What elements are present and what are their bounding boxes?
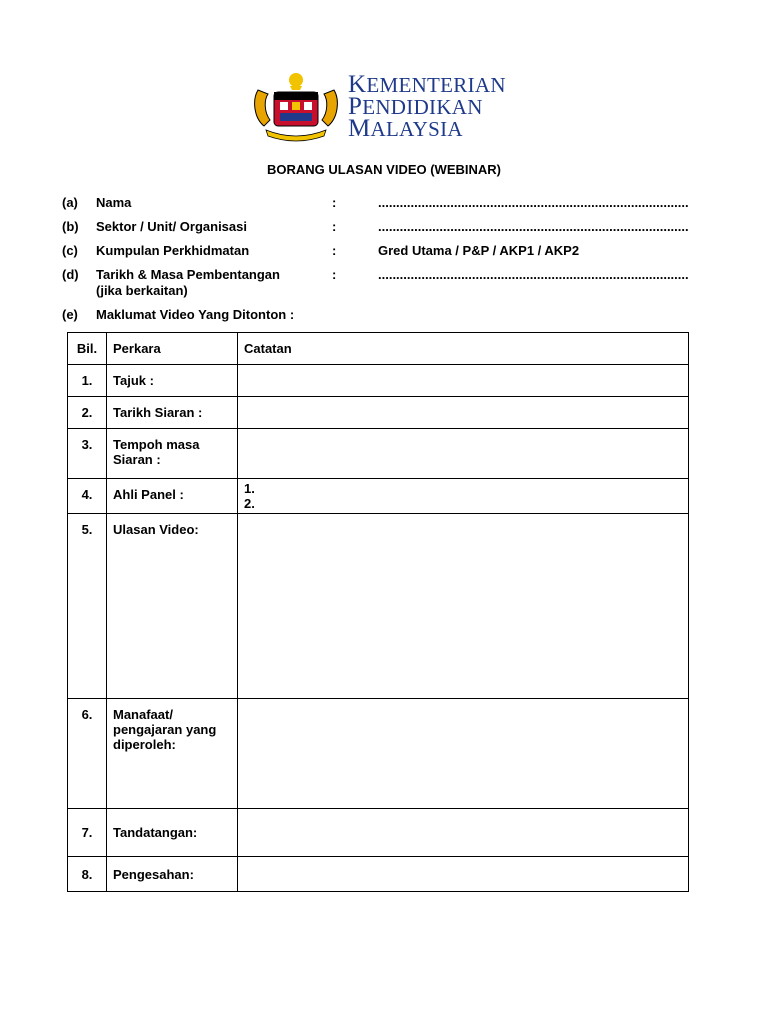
row-bil: 4. bbox=[68, 479, 107, 514]
malaysia-crest-logo bbox=[250, 70, 342, 142]
row-bil: 3. bbox=[68, 429, 107, 479]
field-label: (d) bbox=[62, 267, 79, 282]
table-row bbox=[68, 479, 689, 514]
row-catatan-cell[interactable] bbox=[238, 699, 689, 809]
table-row bbox=[68, 809, 689, 857]
field-label: (e) bbox=[62, 307, 78, 322]
nama-input-line[interactable]: ...................................................................................... bbox=[378, 195, 689, 210]
verification-cell[interactable] bbox=[238, 857, 689, 892]
field-row-nama bbox=[62, 195, 712, 219]
table-header-row bbox=[68, 333, 689, 365]
table-row bbox=[68, 429, 689, 479]
row-bil: 7. bbox=[68, 809, 107, 857]
field-name: Sektor / Unit/ Organisasi bbox=[96, 219, 247, 234]
field-label: (c) bbox=[62, 243, 78, 258]
row-perkara: Pengesahan: bbox=[107, 857, 238, 892]
kumpulan-options[interactable]: Gred Utama / P&P / AKP1 / AKP2 bbox=[378, 243, 580, 258]
header-bil: Bil. bbox=[68, 333, 107, 365]
table-row bbox=[68, 397, 689, 429]
row-bil: 1. bbox=[68, 365, 107, 397]
field-name: Maklumat Video Yang Ditonton : bbox=[96, 307, 295, 322]
table-row bbox=[68, 514, 689, 699]
field-colon: : bbox=[332, 267, 337, 282]
tarikh-input-line[interactable]: ...................................................................................... bbox=[378, 267, 689, 282]
row-perkara: Tempoh masa Siaran : bbox=[107, 429, 238, 479]
sektor-input-line[interactable]: ...................................................................................... bbox=[378, 219, 689, 234]
table-row bbox=[68, 365, 689, 397]
row-perkara: Tarikh Siaran : bbox=[107, 397, 238, 429]
row-perkara: Ulasan Video: bbox=[107, 514, 238, 699]
field-name: Nama bbox=[96, 195, 132, 210]
row-catatan-cell[interactable] bbox=[238, 514, 689, 699]
row-bil: 2. bbox=[68, 397, 107, 429]
field-colon: : bbox=[332, 243, 337, 258]
row-catatan-cell[interactable]: 1. 2. bbox=[238, 479, 689, 514]
row-bil: 8. bbox=[68, 857, 107, 892]
field-row-maklumat bbox=[62, 307, 712, 331]
row-catatan-cell[interactable] bbox=[238, 365, 689, 397]
header-perkara: Perkara bbox=[107, 333, 238, 365]
row-catatan-cell[interactable] bbox=[238, 397, 689, 429]
field-colon: : bbox=[332, 219, 337, 234]
ministry-line-3: MALAYSIA bbox=[348, 115, 463, 142]
field-row-kumpulan bbox=[62, 243, 712, 267]
row-bil: 6. bbox=[68, 699, 107, 809]
video-review-table bbox=[67, 332, 689, 892]
row-perkara: Manafaat/ pengajaran yang diperoleh: bbox=[107, 699, 238, 809]
field-colon: : bbox=[332, 195, 337, 210]
field-row-tarikh bbox=[62, 267, 712, 307]
form-info-section bbox=[62, 195, 712, 331]
form-title: BORANG ULASAN VIDEO (WEBINAR) bbox=[267, 162, 501, 177]
field-name: Tarikh & Masa Pembentangan (jika berkaitan) bbox=[96, 267, 280, 298]
ministry-name bbox=[348, 71, 506, 142]
row-perkara: Tajuk : bbox=[107, 365, 238, 397]
row-bil: 5. bbox=[68, 514, 107, 699]
ministry-line-2: PENDIDIKAN bbox=[348, 93, 483, 120]
field-row-sektor bbox=[62, 219, 712, 243]
table-row bbox=[68, 699, 689, 809]
ministry-line-1: KEMENTERIAN bbox=[348, 71, 506, 98]
field-label: (b) bbox=[62, 219, 79, 234]
field-name: Kumpulan Perkhidmatan bbox=[96, 243, 250, 258]
table-row bbox=[68, 857, 689, 892]
field-label: (a) bbox=[62, 195, 78, 210]
header-catatan: Catatan bbox=[238, 333, 689, 365]
signature-cell[interactable] bbox=[238, 809, 689, 857]
row-perkara: Ahli Panel : bbox=[107, 479, 238, 514]
row-perkara: Tandatangan: bbox=[107, 809, 238, 857]
ministry-header bbox=[250, 70, 530, 142]
row-catatan-cell[interactable] bbox=[238, 429, 689, 479]
